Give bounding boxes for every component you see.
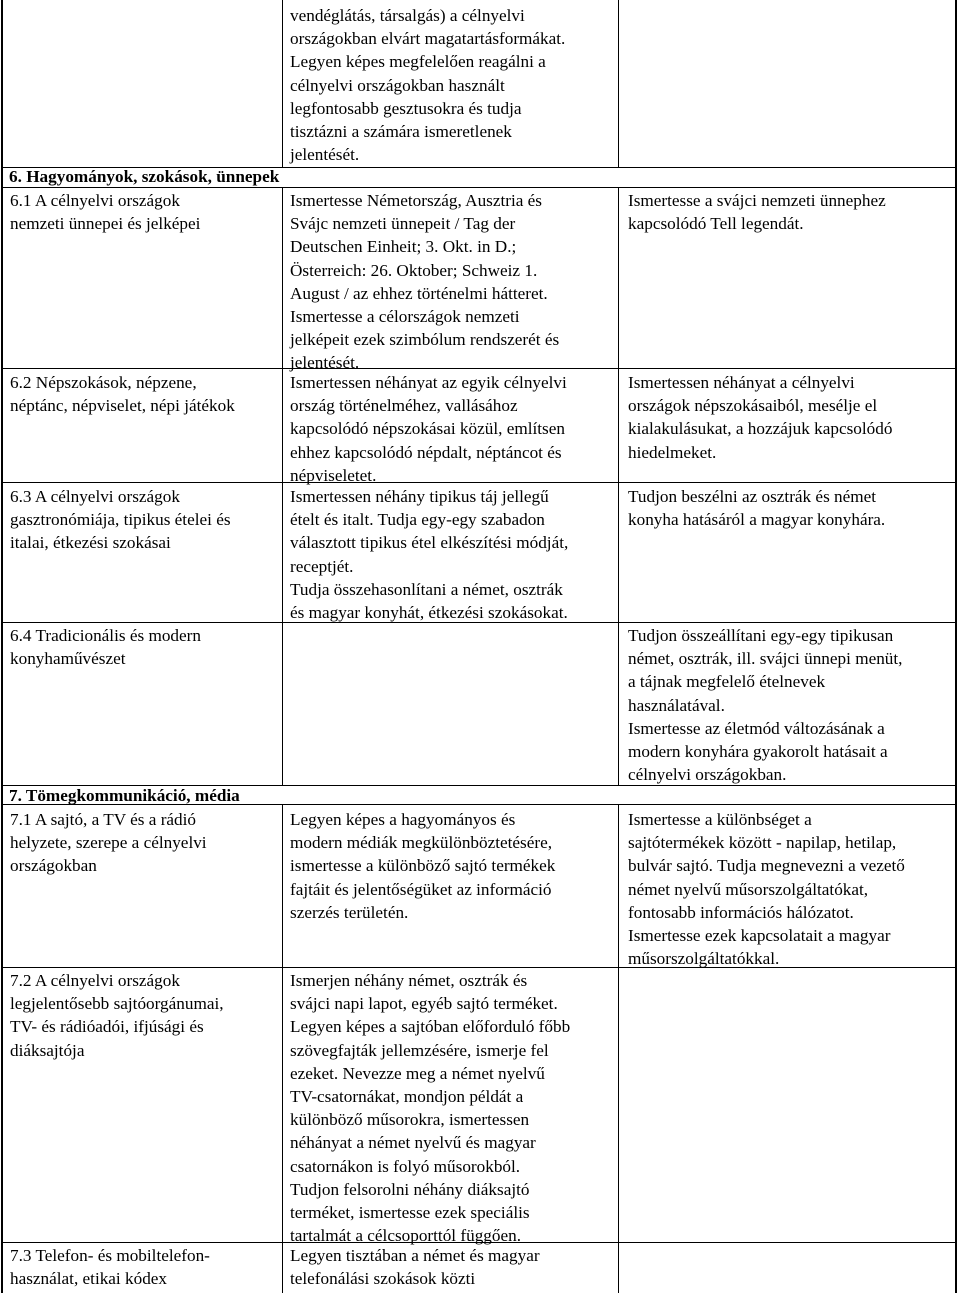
text-line: ehhez kapcsolódó népdalt, néptáncot és [290, 442, 562, 462]
text-line: bulvár sajtó. Tudja megnevezni a vezető [628, 856, 905, 876]
basic-level-cell [290, 969, 570, 1247]
text-line: TV-csatornákat, mondjon példát a [290, 1087, 524, 1107]
text-line: kapcsolódó Tell legendát. [628, 214, 804, 234]
text-line: néhányat a német nyelvű és magyar [290, 1133, 536, 1153]
basic-level-cell [290, 4, 565, 166]
text-line: 6.1 A célnyelvi országok [10, 191, 180, 210]
topic-cell [10, 624, 201, 670]
basic-level-cell [290, 1244, 540, 1290]
text-line: Legyen képes a sajtóban előforduló főbb [290, 1017, 571, 1037]
text-line: Deutschen Einheit; 3. Okt. in D.; [290, 237, 517, 257]
text-line: Ismertesse a svájci nemzeti ünnephez [628, 191, 886, 210]
column-divider-2 [618, 187, 619, 785]
text-line: Ismertesse a különbséget a [628, 810, 812, 829]
text-line: 6.3 A célnyelvi országok [10, 487, 180, 506]
text-line: néptánc, népviselet, népi játékok [10, 396, 235, 416]
text-line: fontosabb információs hálózatot. [628, 902, 854, 922]
text-line: kapcsolódó népszokásai közül, említsen [290, 419, 565, 439]
basic-level-cell [290, 371, 567, 487]
advanced-level-cell [628, 624, 902, 786]
text-line: használat, etikai kódex [10, 1269, 168, 1289]
text-line: szövegfajták jellemzésére, ismerje fel [290, 1040, 549, 1060]
text-line: Österreich: 26. Oktober; Schweiz 1. [290, 260, 538, 280]
text-line: konyhaművészet [10, 649, 126, 669]
text-line: 7.3 Telefon- és mobiltelefon- [10, 1246, 210, 1265]
text-line: Ismertesse Németország, Ausztria és [290, 191, 542, 210]
text-line: Legyen képes a hagyományos és [290, 810, 516, 829]
text-line: nemzeti ünnepei és jelképei [10, 214, 201, 234]
text-line: hiedelmeket. [628, 442, 717, 462]
text-line: receptjét. [290, 556, 354, 576]
advanced-level-cell [628, 808, 905, 970]
text-line: Ismertesse ezek kapcsolatait a magyar [628, 926, 891, 946]
text-line: Ismertessen néhányat az egyik célnyelvi [290, 373, 567, 392]
text-line: és magyar konyhát, étkezési szokásokat. [290, 603, 568, 623]
basic-level-cell [290, 189, 559, 375]
text-line: népviseletet. [290, 465, 377, 485]
text-line: német nyelvű műsorszolgáltatókat, [628, 879, 869, 899]
text-line: Tudja összehasonlítani a német, osztrák [290, 579, 563, 599]
text-line: fajtáit és jelentőségüket az információ [290, 879, 552, 899]
text-line: Legyen tisztában a német és magyar [290, 1246, 540, 1265]
topic-cell [10, 189, 200, 235]
text-line: helyzete, szerepe a célnyelvi [10, 833, 207, 853]
text-line: gasztronómiája, tipikus ételei és [10, 510, 231, 530]
text-line: jelentését. [290, 353, 360, 373]
text-line: 6.4 Tradicionális és modern [10, 626, 201, 645]
column-divider-1 [282, 804, 283, 1293]
text-line: műsorszolgáltatókkal. [628, 949, 780, 969]
advanced-level-cell [628, 371, 892, 464]
advanced-level-cell [628, 189, 886, 235]
text-line: a tájnak megfelelő ételnevek [628, 672, 826, 692]
text-line: ismertesse a különböző sajtó termékek [290, 856, 556, 876]
text-line: tisztázni a számára ismeretlenek [290, 122, 512, 142]
text-line: használatával. [628, 695, 725, 715]
text-line: országok népszokásaiból, mesélje el [628, 396, 878, 416]
advanced-level-cell [628, 485, 885, 531]
text-line: országokban elvárt magatartásformákat. [290, 29, 566, 49]
topic-cell [10, 808, 207, 878]
text-line: legfontosabb gesztusokra és tudja [290, 98, 522, 118]
text-line: 6.2 Népszokások, népzene, [10, 373, 197, 392]
text-line: Legyen képes megfelelően reagálni a [290, 52, 546, 72]
text-line: Ismerjen néhány német, osztrák és [290, 971, 528, 990]
column-divider-2 [618, 0, 619, 168]
text-line: ország történelméhez, vallásához [290, 396, 518, 416]
text-line: legjelentősebb sajtóorgánumai, [10, 994, 224, 1014]
column-divider-2 [618, 804, 619, 1293]
text-line: országokban [10, 856, 97, 876]
text-line: italai, étkezési szokásai [10, 533, 171, 553]
text-line: TV- és rádióadói, ifjúsági és [10, 1017, 204, 1037]
text-line: terméket, ismertesse ezek speciális [290, 1203, 530, 1223]
text-line: Ismertessen néhány tipikus táj jellegű [290, 487, 549, 506]
text-line: 7.1 A sajtó, a TV és a rádió [10, 810, 197, 829]
text-line: diáksajtója [10, 1040, 85, 1060]
text-line: Ismertessen néhányat a célnyelvi [628, 373, 855, 392]
column-divider-1 [282, 187, 283, 785]
text-line: ezeket. Nevezze meg a német nyelvű [290, 1063, 545, 1083]
text-line: csatornákon is folyó műsorokból. [290, 1156, 521, 1176]
text-line: különböző műsorokra, ismertessen [290, 1110, 530, 1130]
text-line: Tudjon felsorolni néhány diáksajtó [290, 1179, 530, 1199]
text-line: konyha hatásáról a magyar konyhára. [628, 510, 886, 530]
table-border-right [955, 0, 957, 1293]
text-line: svájci napi lapot, egyéb sajtó terméket. [290, 994, 558, 1014]
text-line: szerzés területén. [290, 902, 409, 922]
text-line: Ismertesse az életmód változásának a [628, 718, 885, 738]
text-line: Ismertesse a célországok nemzeti [290, 307, 520, 327]
text-line: kialakulásukat, a hozzájuk kapcsolódó [628, 419, 893, 439]
text-line: tartalmát a célcsoporttól függően. [290, 1226, 521, 1246]
text-line: telefonálási szokások közti [290, 1269, 476, 1289]
basic-level-cell [290, 485, 568, 624]
text-line: Svájc nemzeti ünnepeit / Tag der [290, 214, 516, 234]
column-divider-1 [282, 0, 283, 168]
section-heading: 6. Hagyományok, szokások, ünnepek [9, 167, 280, 186]
text-line: modern médiák megkülönböztetésére, [290, 833, 553, 853]
text-line: vendéglátás, társalgás) a célnyelvi [290, 6, 525, 25]
text-line: választott tipikus étel elkészítési módját, [290, 533, 569, 553]
text-line: célnyelvi országokban használt [290, 75, 505, 95]
section-heading: 7. Tömegkommunikáció, média [9, 786, 240, 805]
text-line: August / az ehhez történelmi hátteret. [290, 283, 548, 303]
text-line: német, osztrák, ill. svájci ünnepi menüt, [628, 649, 903, 669]
topic-cell [10, 371, 235, 417]
table-border-left [1, 0, 3, 1293]
text-line: sajtótermékek között - napilap, hetilap, [628, 833, 897, 853]
text-line: ételt és italt. Tudja egy-egy szabadon [290, 510, 545, 530]
text-line: jelképeit ezek szimbólum rendszerét és [290, 330, 560, 350]
text-line: modern konyhára gyakorolt hatásait a [628, 742, 888, 762]
text-line: célnyelvi országokban. [628, 765, 787, 785]
text-line: 7.2 A célnyelvi országok [10, 971, 180, 990]
text-line: Tudjon összeállítani egy-egy tipikusan [628, 626, 894, 645]
text-line: Tudjon beszélni az osztrák és német [628, 487, 877, 506]
basic-level-cell [290, 808, 555, 924]
topic-cell [10, 485, 231, 555]
topic-cell [10, 1244, 210, 1290]
text-line: jelentését. [290, 145, 360, 165]
topic-cell [10, 969, 224, 1062]
